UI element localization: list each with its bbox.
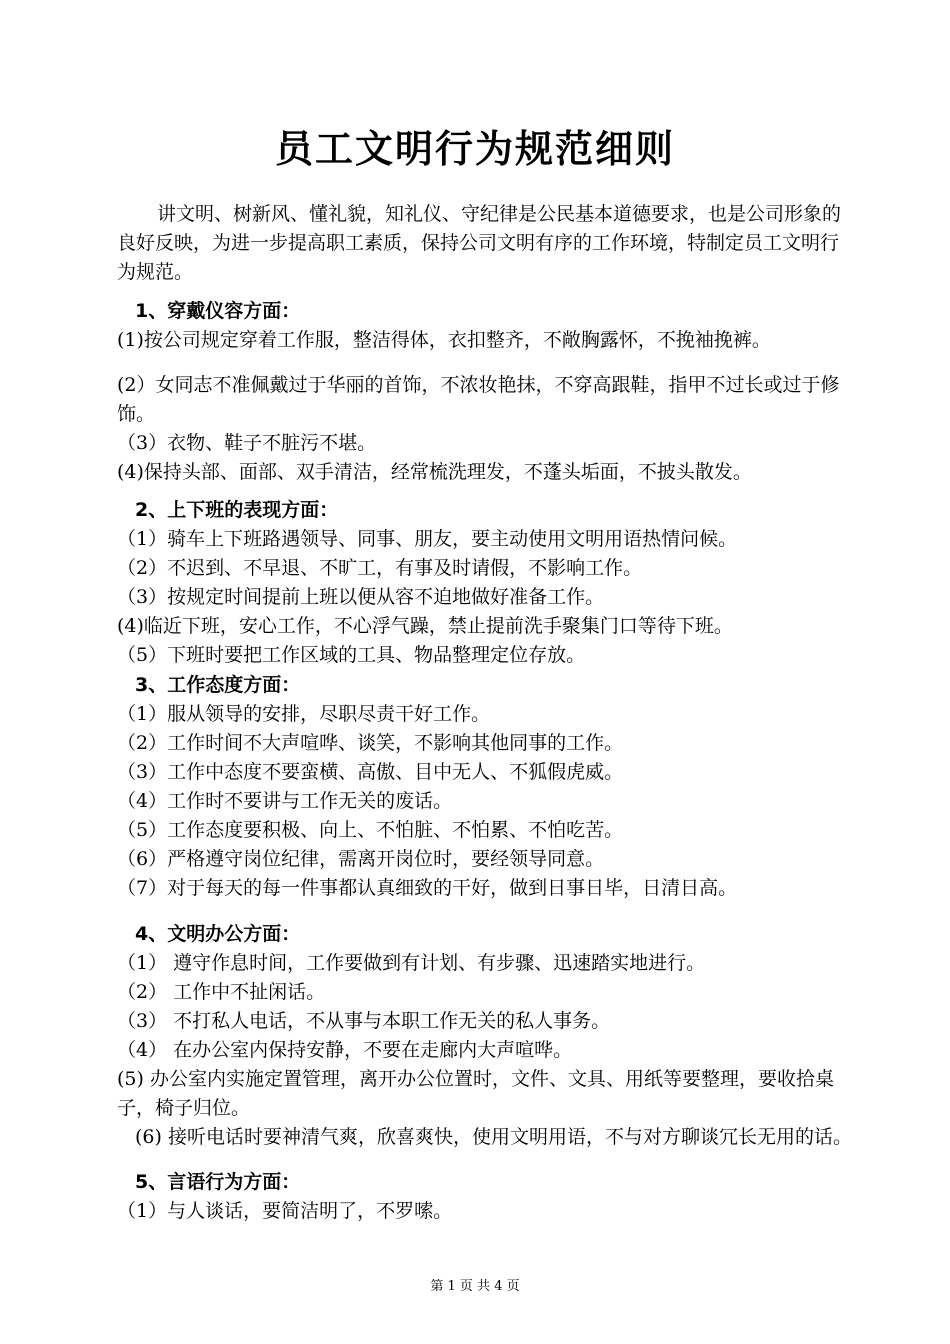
list-item: （6）严格遵守岗位纪律，需离开岗位时，要经领导同意。 bbox=[117, 848, 605, 870]
list-item: （3）衣物、鞋子不脏污不堪。 bbox=[117, 432, 377, 454]
list-item: （1） 遵守作息时间，工作要做到有计划、有步骤、迅速踏实地进行。 bbox=[117, 952, 706, 974]
page-number-footer: 第 1 页 共 4 页 bbox=[430, 1279, 520, 1294]
list-item: （1）与人谈话，要简洁明了，不罗嗦。 bbox=[117, 1200, 453, 1222]
section-heading: 3、工作态度方面： bbox=[135, 674, 301, 696]
list-item: (2）女同志不准佩戴过于华丽的首饰，不浓妆艳抹，不穿高跟鞋，指甲不过长或过于修饰。 bbox=[117, 374, 840, 425]
list-item: （1）服从领导的安排，尽职尽责干好工作。 bbox=[117, 703, 491, 725]
list-item: (4)保持头部、面部、双手清洁，经常梳洗理发，不蓬头垢面，不披头散发。 bbox=[117, 461, 752, 483]
list-item: (4)临近下班，安心工作，不心浮气躁，禁止提前洗手聚集门口等待下班。 bbox=[117, 615, 733, 637]
list-item: （4）工作时不要讲与工作无关的废话。 bbox=[117, 790, 453, 812]
section-heading: 1、穿戴仪容方面： bbox=[135, 300, 301, 322]
list-item: (6) 接听电话时要神清气爽，欣喜爽快，使用文明用语，不与对方聊谈冗长无用的话。 bbox=[135, 1126, 852, 1148]
list-item: （7）对于每天的每一件事都认真细致的干好，做到日事日毕，日清日高。 bbox=[117, 877, 738, 899]
list-item: （3）按规定时间提前上班以便从容不迫地做好准备工作。 bbox=[117, 586, 605, 608]
section-heading: 5、言语行为方面： bbox=[135, 1171, 301, 1193]
section-office bbox=[117, 920, 857, 1152]
list-item: （4） 在办公室内保持安静，不要在走廊内大声喧哗。 bbox=[117, 1039, 573, 1061]
list-item: （1）骑车上下班路遇领导、同事、朋友，要主动使用文明用语热情问候。 bbox=[117, 528, 738, 550]
list-item: （2） 工作中不扯闲话。 bbox=[117, 981, 326, 1003]
section-commute bbox=[117, 496, 857, 670]
intro-paragraph: 讲文明、树新风、懂礼貌，知礼仪、守纪律是公民基本道德要求，也是公司形象的良好反映，为进一步提高职工素质，保持公司文明有序的工作环境，特制定员工文明行为规范。 bbox=[117, 203, 842, 283]
list-item: （2）工作时间不大声喧哗、谈笑，不影响其他同事的工作。 bbox=[117, 732, 624, 754]
section-attitude bbox=[117, 671, 857, 903]
list-item: （3） 不打私人电话，不从事与本职工作无关的私人事务。 bbox=[117, 1010, 611, 1032]
list-item: (5) 办公室内实施定置管理，离开办公位置时，文件、文具、用纸等要整理，要收拾桌子，椅子归位。 bbox=[117, 1068, 834, 1119]
section-speech bbox=[117, 1168, 857, 1226]
list-item: (1)按公司规定穿着工作服，整洁得体，衣扣整齐，不敞胸露怀，不挽袖挽裤。 bbox=[117, 329, 771, 351]
list-item: （2）不迟到、不早退、不旷工，有事及时请假，不影响工作。 bbox=[117, 557, 643, 579]
section-heading: 4、文明办公方面： bbox=[135, 923, 301, 945]
list-item: （5）工作态度要积极、向上、不怕脏、不怕累、不怕吃苦。 bbox=[117, 819, 624, 841]
document-title: 员工文明行为规范细则 bbox=[274, 127, 675, 171]
list-item: （5）下班时要把工作区域的工具、物品整理定位存放。 bbox=[117, 644, 586, 666]
section-heading: 2、上下班的表现方面： bbox=[135, 499, 339, 521]
spacer bbox=[117, 355, 857, 371]
list-item: （3）工作中态度不要蛮横、高傲、目中无人、不狐假虎威。 bbox=[117, 761, 624, 783]
section-dress bbox=[117, 297, 857, 487]
